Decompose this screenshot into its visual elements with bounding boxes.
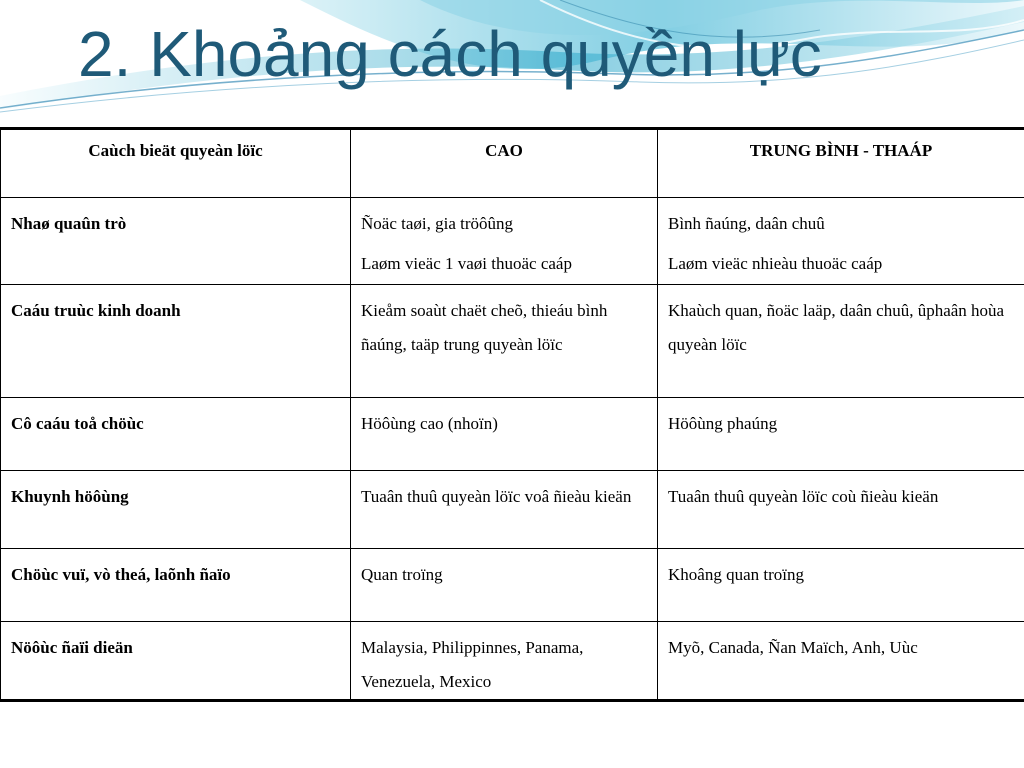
- table-bottom-rule: [0, 699, 1024, 701]
- cell-text: Khoâng quan troïng: [668, 565, 804, 584]
- cell-text: Höôùng cao (nhoïn): [361, 414, 498, 433]
- cell-text: Khaùch quan, ñoäc laäp, daân chuû, ûphaân hoùa quyeàn löïc: [668, 301, 1005, 354]
- table-row: [1, 285, 1024, 398]
- row-label: Caáu truùc kinh doanh: [1, 285, 351, 398]
- table-row: [1, 398, 1024, 471]
- cell-text: Tuaân thuû quyeàn löïc voâ ñieàu kieän: [361, 487, 632, 506]
- low-cell: [658, 398, 1024, 471]
- comparison-table-container: [0, 127, 1024, 702]
- high-cell: [351, 471, 658, 549]
- cell-text: Bình ñaúng, daân chuû: [668, 214, 825, 233]
- slide-title: 2. Khoảng cách quyền lực: [78, 18, 822, 90]
- high-cell: [351, 285, 658, 398]
- header-cell: TRUNG BÌNH - THAÁP: [658, 129, 1024, 198]
- row-label: Chöùc vuï, vò theá, laõnh ñaïo: [1, 549, 351, 622]
- table-row: [1, 549, 1024, 622]
- cell-text: Kieåm soaùt chaët cheõ, thieáu bình ñaúng, taäp trung quyeàn löïc: [361, 301, 608, 354]
- cell-text: Laøm vieäc 1 vaøi thuoäc caáp: [361, 254, 572, 273]
- low-cell: [658, 549, 1024, 622]
- high-cell: [351, 549, 658, 622]
- row-label: Nhaø quaûn trò: [1, 198, 351, 285]
- low-cell: [658, 198, 1024, 285]
- cell-text: Tuaân thuû quyeàn löïc coù ñieàu kieän: [668, 487, 939, 506]
- cell-text: Ñoäc taøi, gia tröôûng: [361, 214, 514, 233]
- table-row: [1, 198, 1024, 285]
- cell-text: Laøm vieäc nhieàu thuoäc caáp: [668, 254, 883, 273]
- cell-text: Myõ, Canada, Ñan Maïch, Anh, Uùc: [668, 638, 918, 657]
- table-row: [1, 471, 1024, 549]
- header-cell: Caùch bieät quyeàn löïc: [1, 129, 351, 198]
- power-distance-table: [0, 127, 1024, 702]
- cell-text: Quan troïng: [361, 565, 443, 584]
- low-cell: [658, 285, 1024, 398]
- header-cell: CAO: [351, 129, 658, 198]
- high-cell: [351, 198, 658, 285]
- low-cell: [658, 471, 1024, 549]
- row-label: Cô caáu toå chöùc: [1, 398, 351, 471]
- cell-text: Höôùng phaúng: [668, 414, 778, 433]
- high-cell: [351, 398, 658, 471]
- low-cell: [658, 622, 1024, 702]
- table-header-row: [1, 129, 1024, 198]
- cell-text: Malaysia, Philippinnes, Panama, Venezuela, Mexico: [361, 638, 584, 691]
- high-cell: [351, 622, 658, 702]
- row-label: Khuynh höôùng: [1, 471, 351, 549]
- table-row: [1, 622, 1024, 702]
- row-label: Nöôùc ñaïi dieän: [1, 622, 351, 702]
